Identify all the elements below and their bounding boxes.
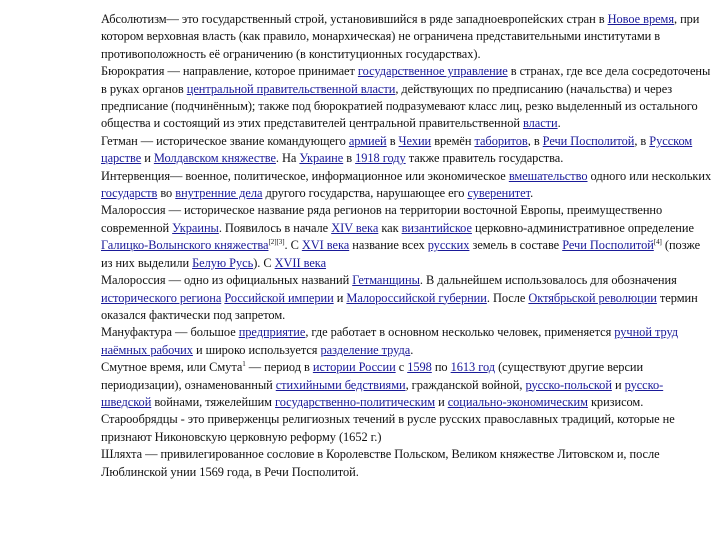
entry-text: , при котором верховная власть (как правило, монархическая) не ограничена представительными институтами в противоположность её ограничению (в конституционных государствах). (101, 12, 700, 61)
entry-text: Бюрократия — направление, которое принимает (101, 64, 358, 79)
entry-malorossiya-1 (101, 202, 713, 272)
entry-text: с (395, 360, 408, 375)
entry-absolutism (101, 11, 713, 63)
entry-text: во (157, 186, 176, 201)
entry-text: , в (634, 133, 650, 148)
glossary-document (101, 11, 713, 481)
entry-text: в (343, 151, 356, 166)
entry-text: Гетман — историческое звание командующего (101, 133, 349, 148)
term-link[interactable]: истории России (312, 360, 396, 375)
entry-text: . (410, 342, 414, 357)
entry-text: Малороссия — историческое название ряда регионов на территории восточной Европы, преимущественно современной (101, 203, 663, 235)
entry-text: — период в (245, 360, 313, 375)
term-link[interactable]: Русском царстве (101, 133, 693, 166)
entry-text: как (378, 220, 402, 235)
term-link[interactable]: XVI века (301, 238, 350, 253)
entry-text: также правитель государства. (405, 151, 564, 166)
term-link[interactable]: наёмных рабочих (101, 342, 193, 357)
entry-text: и (141, 151, 154, 166)
entry-text: в странах, где все дела сосредоточены в руках органов (101, 64, 711, 96)
entry-bureaucracy (101, 63, 713, 133)
term-link[interactable]: исторического региона (101, 290, 222, 305)
entry-text: в (386, 133, 399, 148)
term-link[interactable]: 1613 год (450, 360, 496, 375)
entry-text: . На (275, 151, 300, 166)
term-link[interactable]: Малороссийской губернии (346, 290, 487, 305)
term-link[interactable]: Белую Русь (192, 255, 254, 270)
term-link[interactable]: ручной труд (614, 325, 679, 340)
entry-text: . После (486, 290, 529, 305)
term-link[interactable]: русско-шведской (101, 377, 664, 409)
entry-intervention (101, 168, 713, 203)
term-link[interactable]: таборитов (474, 133, 528, 148)
entry-text: войнами, тяжелейшим (151, 394, 275, 409)
entry-text: одного или нескольких (587, 168, 712, 183)
term-link[interactable]: разделение труда (320, 342, 411, 357)
entry-text: Мануфактура — большое (101, 325, 239, 340)
term-link[interactable]: Речи Посполитой (562, 238, 654, 253)
entry-text: церковно-административное определение (471, 220, 694, 235)
entry-text: времён (431, 133, 475, 148)
term-link[interactable]: Речи Посполитой (542, 133, 635, 148)
entry-smuta (101, 359, 713, 411)
term-link[interactable]: предприятие (238, 325, 306, 340)
entry-text: Абсолютизм— это государственный строй, установившийся в ряде западноевропейских стран в (101, 12, 608, 26)
entry-text: Интервенция— военное, политическое, информационное или экономическое (101, 168, 509, 183)
term-link[interactable]: XIV века (331, 220, 379, 235)
term-link[interactable]: 1918 году (355, 151, 406, 166)
entry-text: , где работает в основном несколько человек, применяется (305, 325, 615, 340)
entry-text: и широко используется (192, 342, 321, 357)
term-link[interactable]: социально-экономическим (447, 394, 588, 409)
term-link[interactable]: центральной правительственной власти (186, 81, 396, 96)
entry-text: и (435, 394, 448, 409)
term-link[interactable]: русско-польской (525, 377, 612, 392)
entry-text: , действующих по предписанию (начальства) и через предписание (подчинённым); также под бюрократией подразумевают класс лиц, резко выделенный из остального общества и состоящий из этих представителей центральной правительственной (101, 81, 698, 131)
term-link[interactable]: стихийными бедствиями (275, 377, 406, 392)
term-link[interactable]: внутренние дела (175, 186, 263, 201)
entry-text: по (431, 360, 451, 375)
footnote-ref: 1 (242, 360, 246, 368)
entry-text: и (611, 377, 625, 392)
entry-text: земель в составе (469, 238, 563, 253)
entry-text: Шляхта — привилегированное сословие в Королевстве Польском, Великом княжестве Литовском и, после Люблинской унии 1569 года, в Речи Посполитой. (101, 447, 660, 479)
term-link[interactable]: Галицко-Волынского княжества (101, 238, 269, 253)
term-link[interactable]: Новое время (607, 12, 674, 26)
term-link[interactable]: Украине (299, 151, 344, 166)
term-link[interactable]: Молдавском княжестве (153, 151, 276, 166)
term-link[interactable]: государственное управление (357, 64, 508, 79)
entry-text: . Появилось в начале (218, 220, 332, 235)
entry-text: , гражданской войной, (405, 377, 526, 392)
entry-text: название всех (349, 238, 428, 253)
entry-text: другого государства, нарушающее его (262, 186, 468, 201)
entry-manufactory (101, 324, 713, 359)
term-link[interactable]: русских (427, 238, 470, 253)
footnote-ref: [4] (653, 238, 662, 247)
term-link[interactable]: XVII века (274, 255, 327, 270)
term-link[interactable]: власти (522, 116, 558, 131)
entry-text: Малороссия — одно из официальных названий (101, 273, 353, 288)
entry-text: кризисом. (587, 394, 644, 409)
entry-text: . (530, 186, 534, 201)
term-link[interactable]: государств (101, 186, 158, 201)
entry-szlachta (101, 446, 713, 481)
entry-malorossiya-2 (101, 272, 713, 324)
term-link[interactable]: вмешательство (508, 168, 588, 183)
entry-text: и (333, 290, 347, 305)
term-link[interactable]: Октябрьской революции (528, 290, 657, 305)
term-link[interactable]: 1598 (407, 360, 432, 375)
entry-text: ). С (253, 255, 275, 270)
entry-text: . (557, 116, 561, 131)
entry-text: , в (527, 133, 543, 148)
entry-text: (позже из них выделили (101, 238, 701, 270)
entry-hetman (101, 133, 713, 168)
term-link[interactable]: Гетманщины (352, 273, 420, 288)
entry-text: (существуют другие версии периодизации), ознаменованный (101, 360, 644, 392)
entry-text: Старообрядцы - это приверженцы религиозных течений в русле русских православных традиций, которые не признают Никоновскую церковную реформу (1652 г.) (101, 412, 675, 444)
term-link[interactable]: армией (348, 133, 387, 148)
term-link[interactable]: Чехии (398, 133, 432, 148)
entry-old-believers (101, 411, 713, 446)
term-link[interactable]: суверенитет (467, 186, 531, 201)
entry-text: . В дальнейшем использовалось для обозначения (419, 273, 677, 288)
entry-text: Смутное время, или Смута (101, 360, 243, 375)
entry-text: . С (284, 238, 302, 253)
term-link[interactable]: государственно-политическим (275, 394, 436, 409)
footnote-ref: [2][3] (268, 238, 285, 247)
term-link[interactable]: Украины (172, 220, 219, 235)
entry-text: термин оказался фактически под запретом. (101, 290, 698, 322)
term-link[interactable]: Российской империи (224, 290, 334, 305)
term-link[interactable]: византийское (401, 220, 472, 235)
